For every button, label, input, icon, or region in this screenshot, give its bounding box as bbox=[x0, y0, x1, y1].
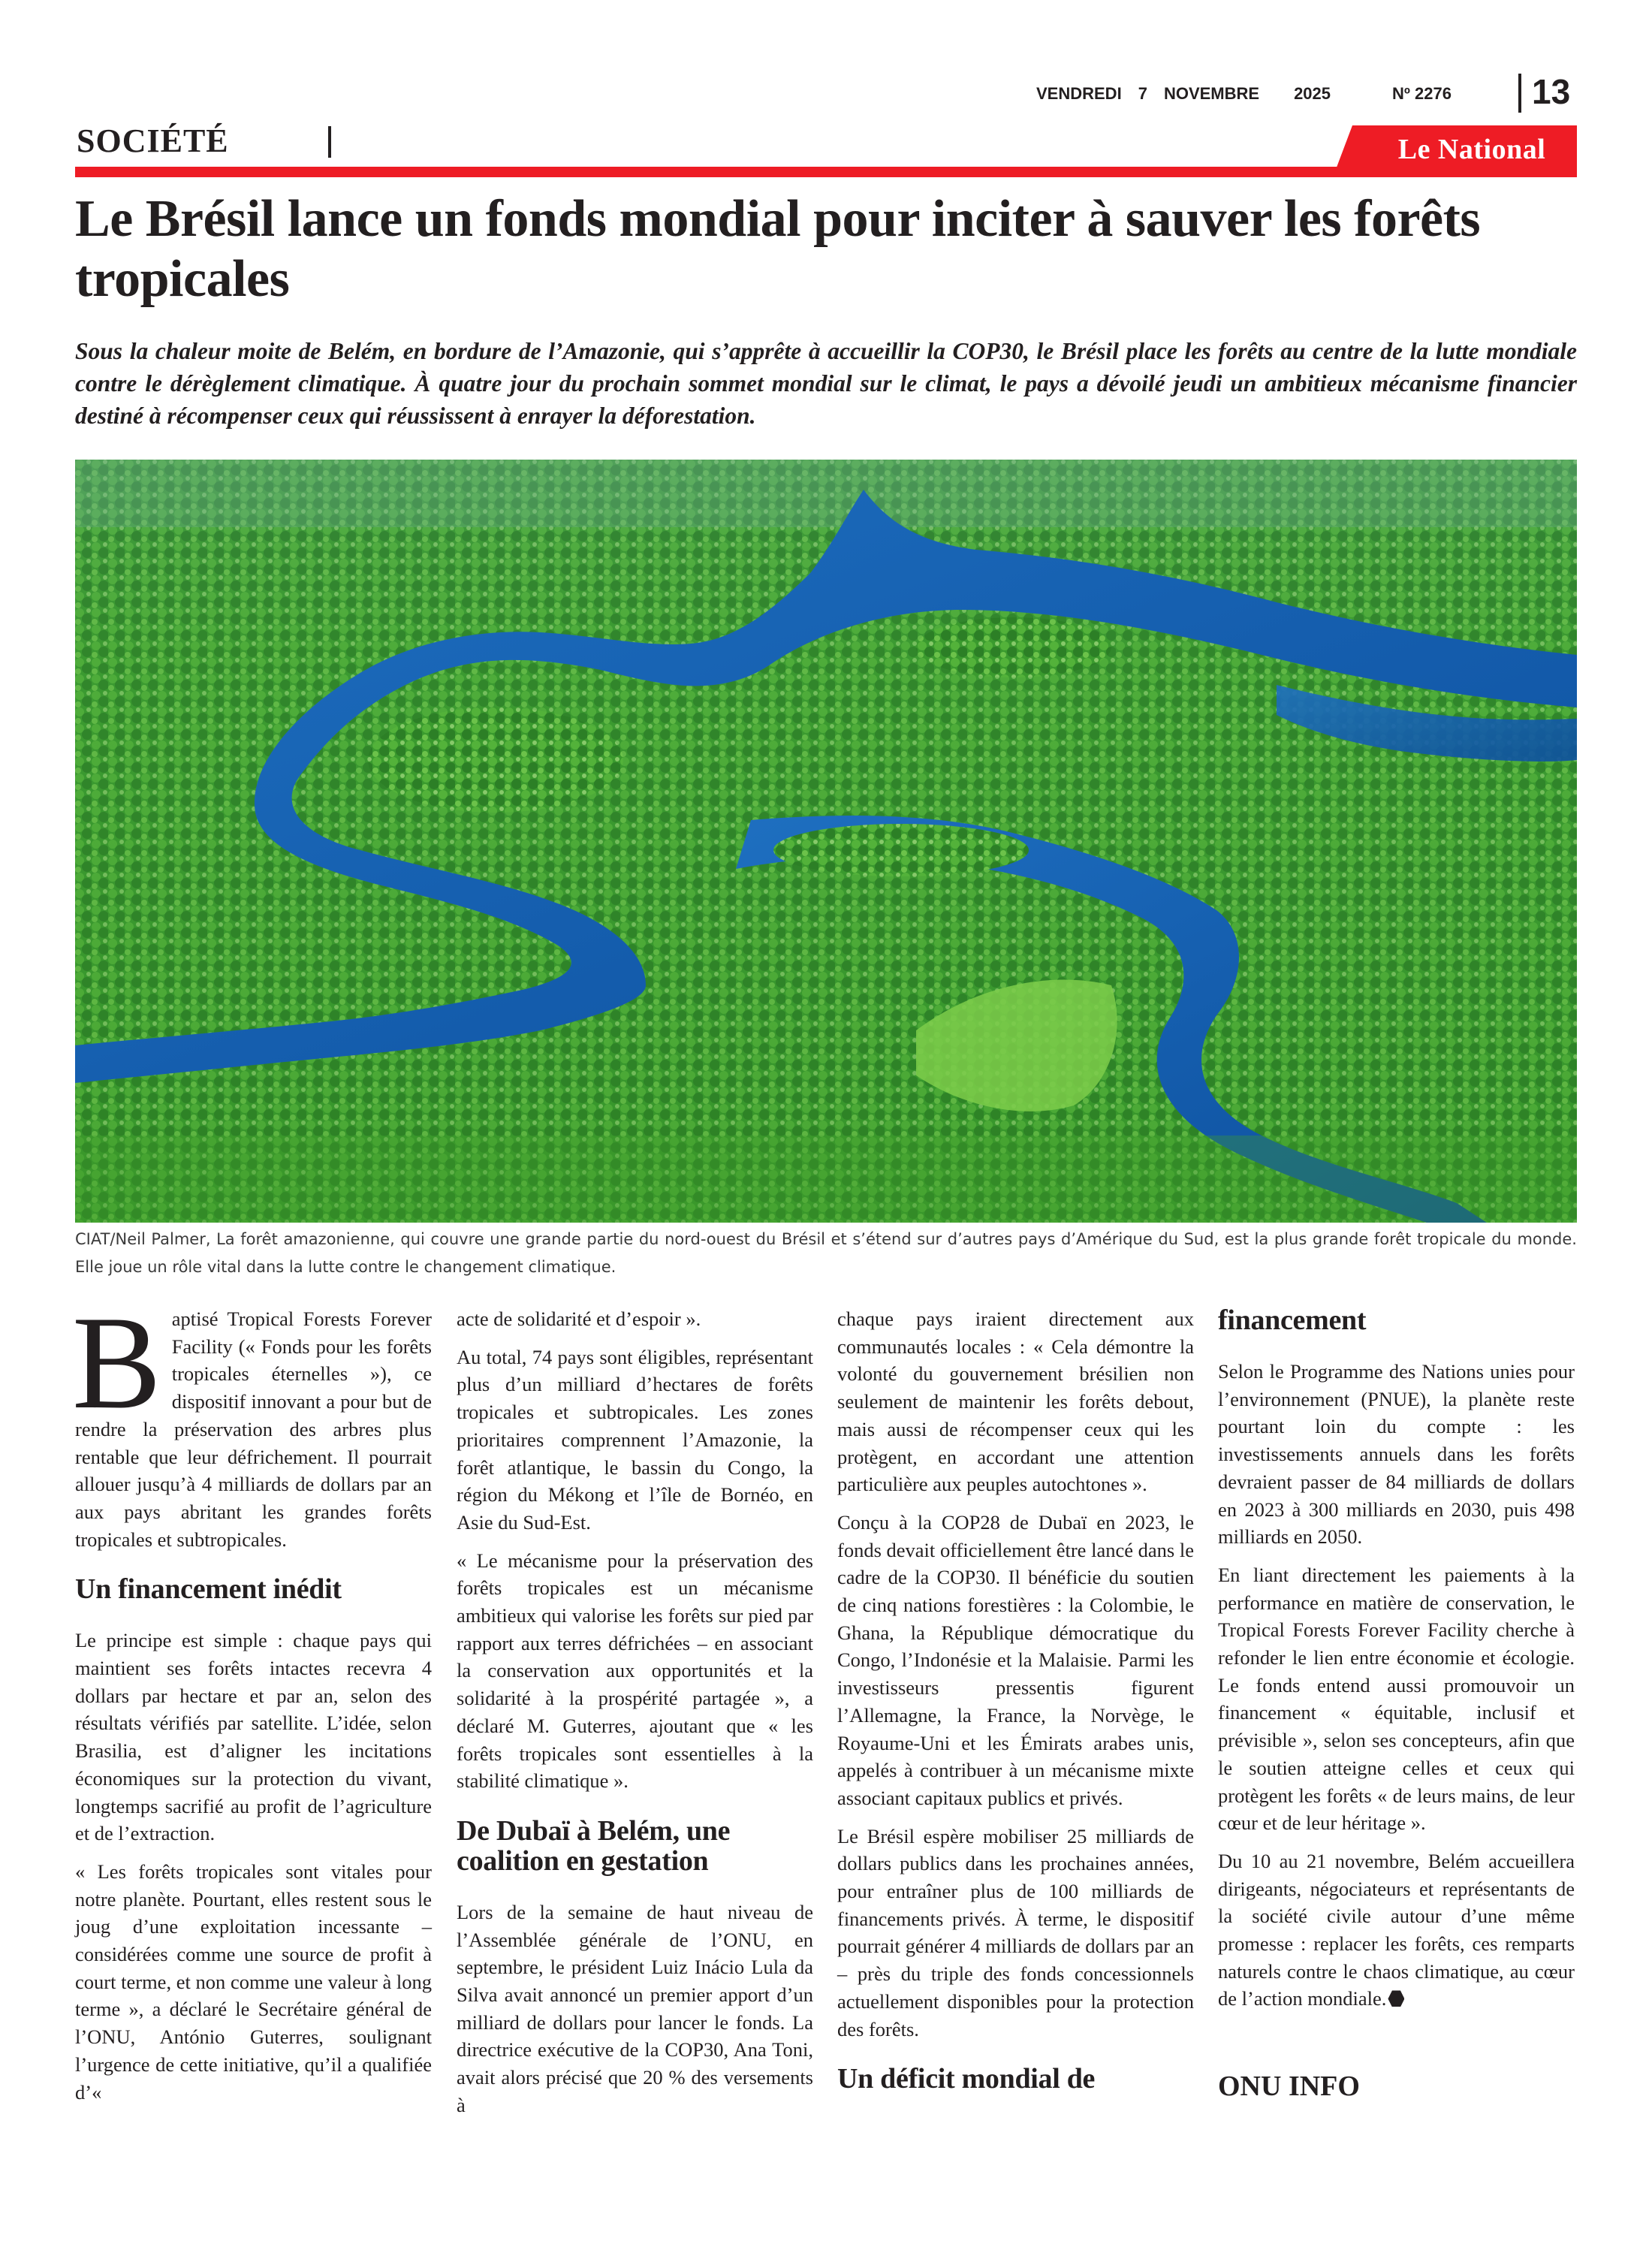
article-column-4 bbox=[1218, 1305, 1575, 2103]
dateline bbox=[1036, 77, 1502, 110]
article-lede: Sous la chaleur moite de Belém, en bordure de l’Amazonie, qui s’apprête à accueillir la COP30, le Brésil place les forêts au centre de la lutte mondiale contre le dérèglement climatique. À quatre jour du prochain sommet mondial sur le climat, le pays a dévoilé jeudi un ambitieux mécanisme financier destiné à récompenser ceux qui réussissent à enrayer la déforestation. bbox=[75, 338, 1577, 429]
subheading-dubai-belem: De Dubaï à Belém, une coalition en gestation bbox=[457, 1814, 731, 1877]
paragraph: chaque pays iraient directement aux communautés locales : « Cela démontre la volonté du gouvernement brésilien non seulement de maintenir les forêts debout, mais aussi de récompenser ceux qui les protègent, en accordant une attention particulière aux peuples autochtones ». bbox=[837, 1307, 1194, 1496]
paragraph: En liant directement les paiements à la performance en matière de conservation, le Tropical Forests Forever Facility cherche à refonder le lien entre économie et écologie. Le fonds entend aussi promouvoir un financement « équitable, inclusif et prévisible », selon ses concepteurs, afin que le soutien atteigne celles et ceux qui protègent les forêts « de leurs mains, de leur cœur et de leur héritage ». bbox=[1218, 1563, 1575, 1835]
subheading-deficit-mondial: Un déficit mondial de bbox=[837, 2063, 1096, 2095]
paragraph: Selon le Programme des Nations unies pour l’environnement (PNUE), la planète reste pourtant loin du compte : les investissements annuels dans les forêts devraient passer de 84 milliards de dollars en 2023 à 300 milliards en 2030, puis 498 milliards en 2050. bbox=[1218, 1360, 1575, 1549]
paragraph: Du 10 au 21 novembre, Belém accueillera dirigeants, négociateurs et représentants de la société civile autour d’une même promesse : replacer les forêts, ces remparts naturels contre le chaos climatique, au cœur de l’action mondiale. bbox=[1218, 1849, 1575, 2010]
article-title: Le Brésil lance un fonds mondial pour inciter à sauver les forêts tropicales bbox=[75, 190, 1481, 308]
paragraph: acte de solidarité et d’espoir ». bbox=[457, 1307, 701, 1330]
section-label: SOCIÉTÉ bbox=[77, 122, 229, 159]
paragraph: Le Brésil espère mobiliser 25 milliards de dollars publics dans les prochaines années, pour entraîner plus de 100 milliards de financements privés. À terme, le dispositif pourrait générer 4 milliards de dollars par an – près du triple des fonds concessionnels actuellement disponibles pour la protection des forêts. bbox=[837, 1824, 1194, 2040]
dateline-day: VENDREDI bbox=[1036, 84, 1122, 103]
subheading-deficit-mondial-continued: financement bbox=[1218, 1304, 1367, 1336]
page-number-divider bbox=[1518, 74, 1521, 113]
paragraph: Baptisé Tropical Forests Forever Facility (« Fonds pour les forêts tropicales éternelles »), ce dispositif innovant a pour but de rendre la préservation des arbres plus rentable que leur défrichement. Il pourrait allouer jusqu’à 4 milliards de dollars par an aux pays abritant les grandes forêts tropicales et subtropicales. bbox=[72, 1288, 432, 1551]
dateline-date: 7 bbox=[1138, 84, 1147, 103]
article-column-2 bbox=[457, 1305, 813, 2130]
article-column-1 bbox=[72, 1288, 432, 2116]
brand-logo: Le National bbox=[1397, 134, 1546, 165]
page-number: 13 bbox=[1532, 72, 1571, 111]
paragraph: Conçu à la COP28 de Dubaï en 2023, le fonds devait officiellement être lancé dans le cadre de la COP30. Il bénéficie du soutien de cinq nations forestières : la Colombie, le Ghana, la République démocratique du Congo, l’Indonésie et la Malaisie. Parmi les investisseurs pressentis figurent l’Allemagne, la France, la Norvège, le Royaume-Uni et les Émirats arabes unis, appelés à contribuer à un mécanisme mixte associant capitaux publics et privés. bbox=[837, 1510, 1194, 1809]
section-divider bbox=[328, 126, 331, 158]
drop-cap: B bbox=[72, 1288, 161, 1437]
paragraph: Lors de la semaine de haut niveau de l’Assemblée générale de l’ONU, en septembre, le président Luiz Inácio Lula da Silva avait annoncé un premier apport d’un milliard de dollars pour lancer le fonds. La directrice exécutive de la COP30, Ana Toni, avait alors précisé que 20 % des versements à bbox=[457, 1900, 813, 2116]
paragraph: « Les forêts tropicales sont vitales pour notre planète. Pourtant, elles restent sous le joug d’une exploitation incessante – considérées comme une source de profit à court terme, et non comme une valeur à long terme », a déclaré le Secrétaire général de l’ONU, António Guterres, soulignant l’urgence de cette initiative, qu’il a qualifiée d’« bbox=[75, 1859, 432, 2104]
article-photo bbox=[75, 460, 1577, 1223]
article-column-3 bbox=[837, 1305, 1194, 2116]
article-source: ONU INFO bbox=[1218, 2071, 1360, 2103]
amazon-river-image bbox=[75, 460, 1577, 1223]
paragraph: « Le mécanisme pour la préservation des forêts tropicales est un mécanisme ambitieux qui valorise les forêts sur pied par rapport aux terres défrichées – en associant la conservation aux opportunités et la solidarité à la prospérité partagée », a déclaré M. Guterres, ajoutant que « les forêts tropicales sont essentielles à la stabilité climatique ». bbox=[457, 1549, 813, 1793]
issue-number: Nº 2276 bbox=[1392, 84, 1452, 103]
end-of-article-icon bbox=[1388, 1990, 1404, 2007]
dateline-year: 2025 bbox=[1294, 84, 1331, 103]
paragraph: Le principe est simple : chaque pays qui maintient ses forêts intactes recevra 4 dollars par hectare et par an, selon des résultats vérifiés par satellite. L’idée, selon Brasilia, est d’aligner les incitations économiques sur la protection du vivant, longtemps sacrifié au profit de l’agriculture et de l’extraction. bbox=[75, 1629, 432, 1845]
dateline-month: NOVEMBRE bbox=[1163, 84, 1260, 103]
subheading-financement-inedit: Un financement inédit bbox=[75, 1573, 342, 1606]
paragraph: Au total, 74 pays sont éligibles, représentant plus d’un milliard d’hectares de forêts tropicales et subtropicales. Les zones prioritaires comprennent l’Amazonie, la forêt atlantique, le bassin du Congo, la région du Mékong et l’île de Bornéo, en Asie du Sud-Est. bbox=[457, 1345, 813, 1534]
photo-caption: CIAT/Neil Palmer, La forêt amazonienne, qui couvre une grande partie du nord-ouest du Brésil et s’étend sur d’autres pays d’Amérique du Sud, est la plus grande forêt tropicale du monde. Elle joue un rôle vital dans la lutte contre le changement climatique. bbox=[75, 1230, 1577, 1276]
